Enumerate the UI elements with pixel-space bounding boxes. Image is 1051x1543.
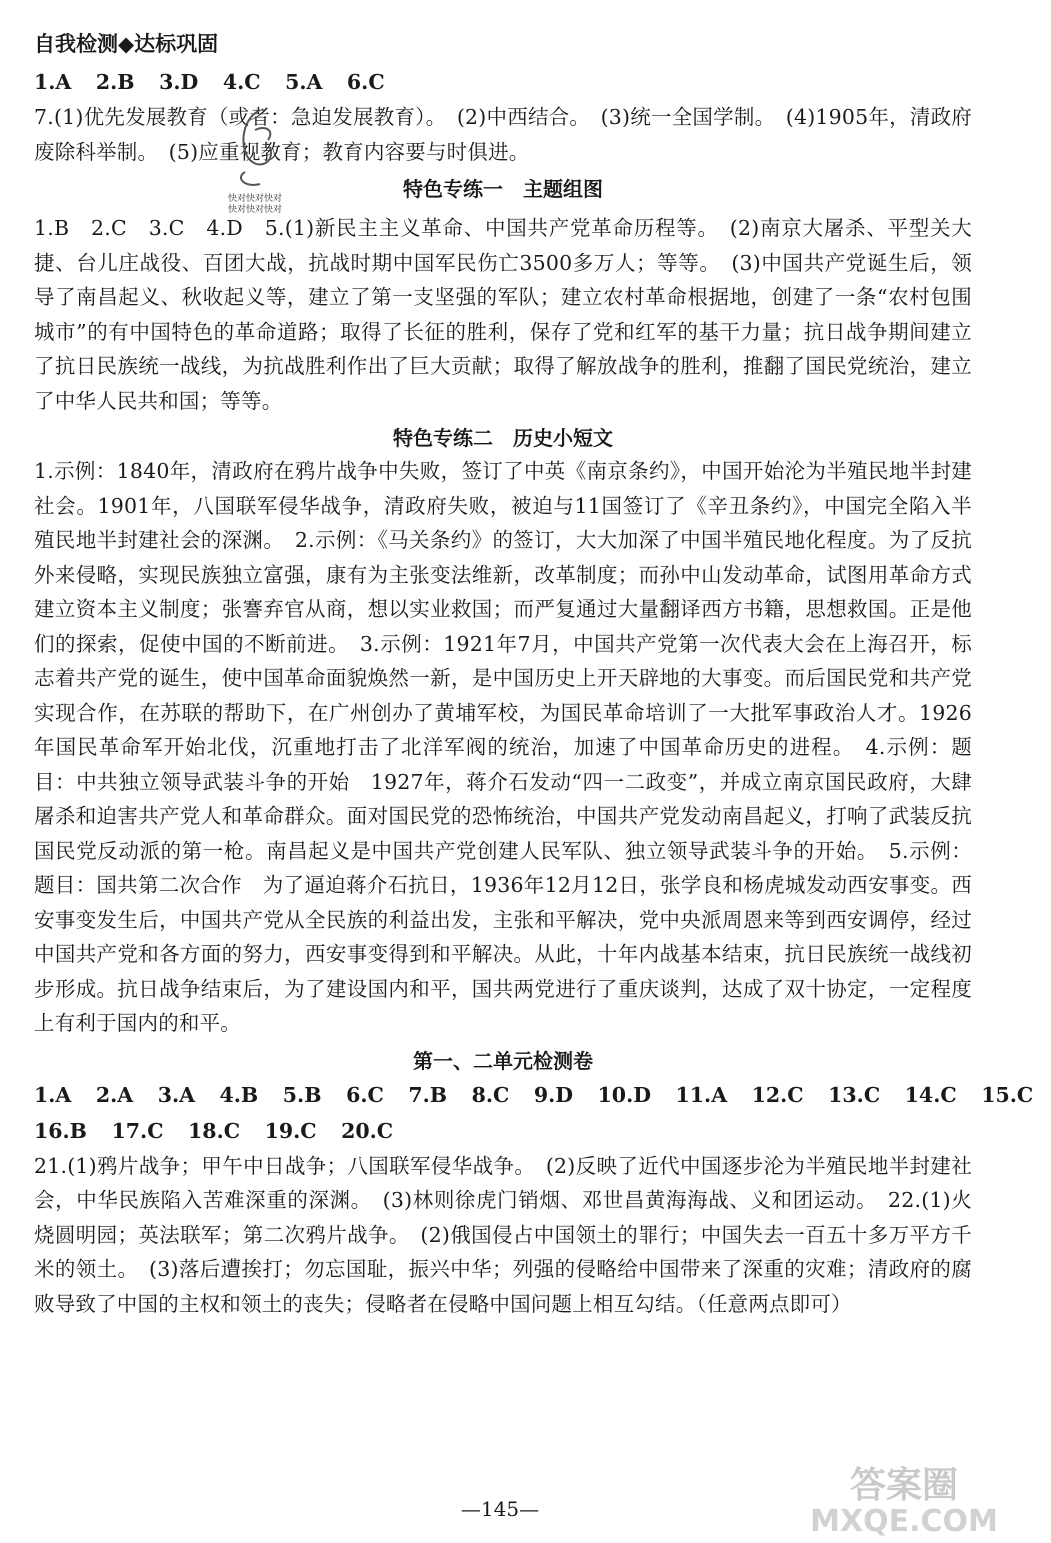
section-title-history-essays: 特色专练二 历史小短文 (393, 426, 613, 450)
answer-item: 10.D (597, 1082, 651, 1107)
answer-item: 4.B (219, 1082, 259, 1107)
handwritten-scribble-icon (220, 100, 300, 190)
answer-item: 6.C (346, 70, 385, 94)
answer-row-self-check (34, 64, 972, 100)
answer-item: 8.C (471, 1082, 510, 1107)
answer-page (34, 28, 1034, 1321)
answer-item: 1.A (34, 1082, 72, 1107)
stamp-line: 快对快对快对 (228, 194, 283, 204)
answer-item: 19.C (264, 1118, 317, 1143)
answer-item: 3.A (157, 1082, 195, 1107)
watermark-logo-icon (804, 1459, 998, 1539)
answer-paragraph-unit-test: 21.(1)鸦片战争；甲午中日战争；八国联军侵华战争。 (2)反映了近代中国逐步沦为半殖民地半封建社会，中华民族陷入苦难深重的深渊。 (3)林则徐虎门销烟、邓世昌黄海海战、义和团运动。 22.(1)火烧圆明园；英法联军；第二次鸦片战争。 (2)俄国侵占中国领土的罪行；中国失去一百五十多万平方千米的领土。 (3)落后遭挨打；勿忘国耻，振兴中华；列强的侵略给中国带来了深重的灾难；清政府的腐败导致了中国的主权和领土的丧失；侵略者在侵略中国问题上相互勾结。（任意两点即可） (34, 1153, 972, 1316)
stamp-text (228, 194, 282, 216)
answer-row-unit-test-1 (34, 1077, 1034, 1113)
answer-item: 17.C (111, 1118, 164, 1143)
answer-item: 18.C (188, 1118, 241, 1143)
answer-item: 7.B (408, 1082, 448, 1107)
answer-item: 15.C (981, 1082, 1034, 1107)
answer-item: 3.D (159, 70, 199, 94)
watermark-line: 答案圈 (849, 1465, 959, 1506)
answer-item: 1.A (34, 70, 72, 94)
answer-item: 14.C (904, 1082, 957, 1107)
answer-item: 11.A (675, 1082, 728, 1107)
watermark-line: MXQE.COM (810, 1504, 998, 1539)
answer-paragraph-q7: 7.(1)优先发展教育（或者：急迫发展教育）。 (2)中西结合。 (3)统一全国学制。 (4)1905年，清政府废除科举制。 (5)应重视教育；教育内容要与时俱进。 (34, 105, 972, 164)
answer-item: 6.C (346, 1082, 384, 1107)
answer-item: 16.B (34, 1118, 87, 1143)
section-title-theme-images: 特色专练一 主题组图 (403, 177, 603, 201)
answer-item: 2.B (95, 70, 135, 94)
answer-item: 13.C (828, 1082, 881, 1107)
answer-item: 12.C (751, 1082, 804, 1107)
page-number: —145— (460, 1497, 540, 1521)
answer-paragraph-theme-images: 1.B 2.C 3.C 4.D 5.(1)新民主主义革命、中国共产党革命历程等。 (2)南京大屠杀、平型关大捷、台儿庄战役、百团大战，抗战时期中国军民伤亡3500多万人；等等。 (3)中国共产党诞生后，领导了南昌起义、秋收起义等，建立了第一支坚强的军队；建立农村革命根据地，创建了一条“农村包围城市”的有中国特色的革命道路；取得了长征的胜利，保存了党和红军的基干力量；抗日战争期间建立了抗日民族统一战线，为抗战胜利作出了巨大贡献；取得了解放战争的胜利，推翻了国民党统治，建立了中华人民共和国；等等。 (34, 216, 972, 413)
stamp-line: 快对快对快对 (228, 205, 283, 215)
answer-paragraph-history-essays: 1.示例：1840年，清政府在鸦片战争中失败，签订了中英《南京条约》，中国开始沦为半殖民地半封建社会。1901年，八国联军侵华战争，清政府失败，被迫与11国签订了《辛丑条约》，中国完全陷入半殖民地半封建社会的深渊。 2.示例：《马关条约》的签订，大大加深了中国半殖民地化程度。为了反抗外来侵略，实现民族独立富强，康有为主张变法维新，改革制度；而孙中山发动革命，试图用革命方式建立资本主义制度；张謇弃官从商，想以实业救国；而严复通过大量翻译西方书籍，思想救国。正是他们的探索，促使中国的不断前进。 3.示例：1921年7月，中国共产党第一次代表大会在上海召开，标志着共产党的诞生，使中国革命面貌焕然一新，是中国历史上开天辟地的大事变。而后国民党和共产党实现合作，在苏联的帮助下，在广州创办了黄埔军校，为国民革命培训了一大批军事政治人才。1926年国民革命军开始北伐，沉重地打击了北洋军阀的统治，加速了中国革命历史的进程。 4.示例：题目：中共独立领导武装斗争的开始 1927年，蒋介石发动“四一二政变”，并成立南京国民政府，大肆屠杀和迫害共产党人和革命群众。面对国民党的恐怖统治，中国共产党发动南昌起义，打响了武装反抗国民党反动派的第一枪。南昌起义是中国共产党创建人民军队、独立领导武装斗争的开始。 5.示例：题目：国共第二次合作 为了逼迫蒋介石抗日，1936年12月12日，张学良和杨虎城发动西安事变。西安事变发生后，中国共产党从全民族的利益出发，主张和平解决，党中央派周恩来等到西安调停，经过中国共产党和各方面的努力，西安事变得到和平解决。从此，十年内战基本结束，抗日民族统一战线初步形成。抗日战争结束后，为了建设国内和平，国共两党进行了重庆谈判，达成了双十协定，一定程度上有利于国内的和平。 (34, 459, 972, 1035)
answer-item: 4.C (222, 70, 261, 94)
answer-item: 5.A (285, 70, 323, 94)
answer-item: 2.A (95, 1082, 134, 1107)
answer-item: 9.D (533, 1082, 574, 1107)
answer-item: 20.C (341, 1118, 394, 1143)
section-title-self-check: 自我检测◆达标巩固 (34, 32, 219, 56)
section-title-unit-test: 第一、二单元检测卷 (413, 1048, 593, 1073)
answer-item: 5.B (282, 1082, 322, 1107)
answer-row-unit-test-2 (34, 1113, 972, 1149)
